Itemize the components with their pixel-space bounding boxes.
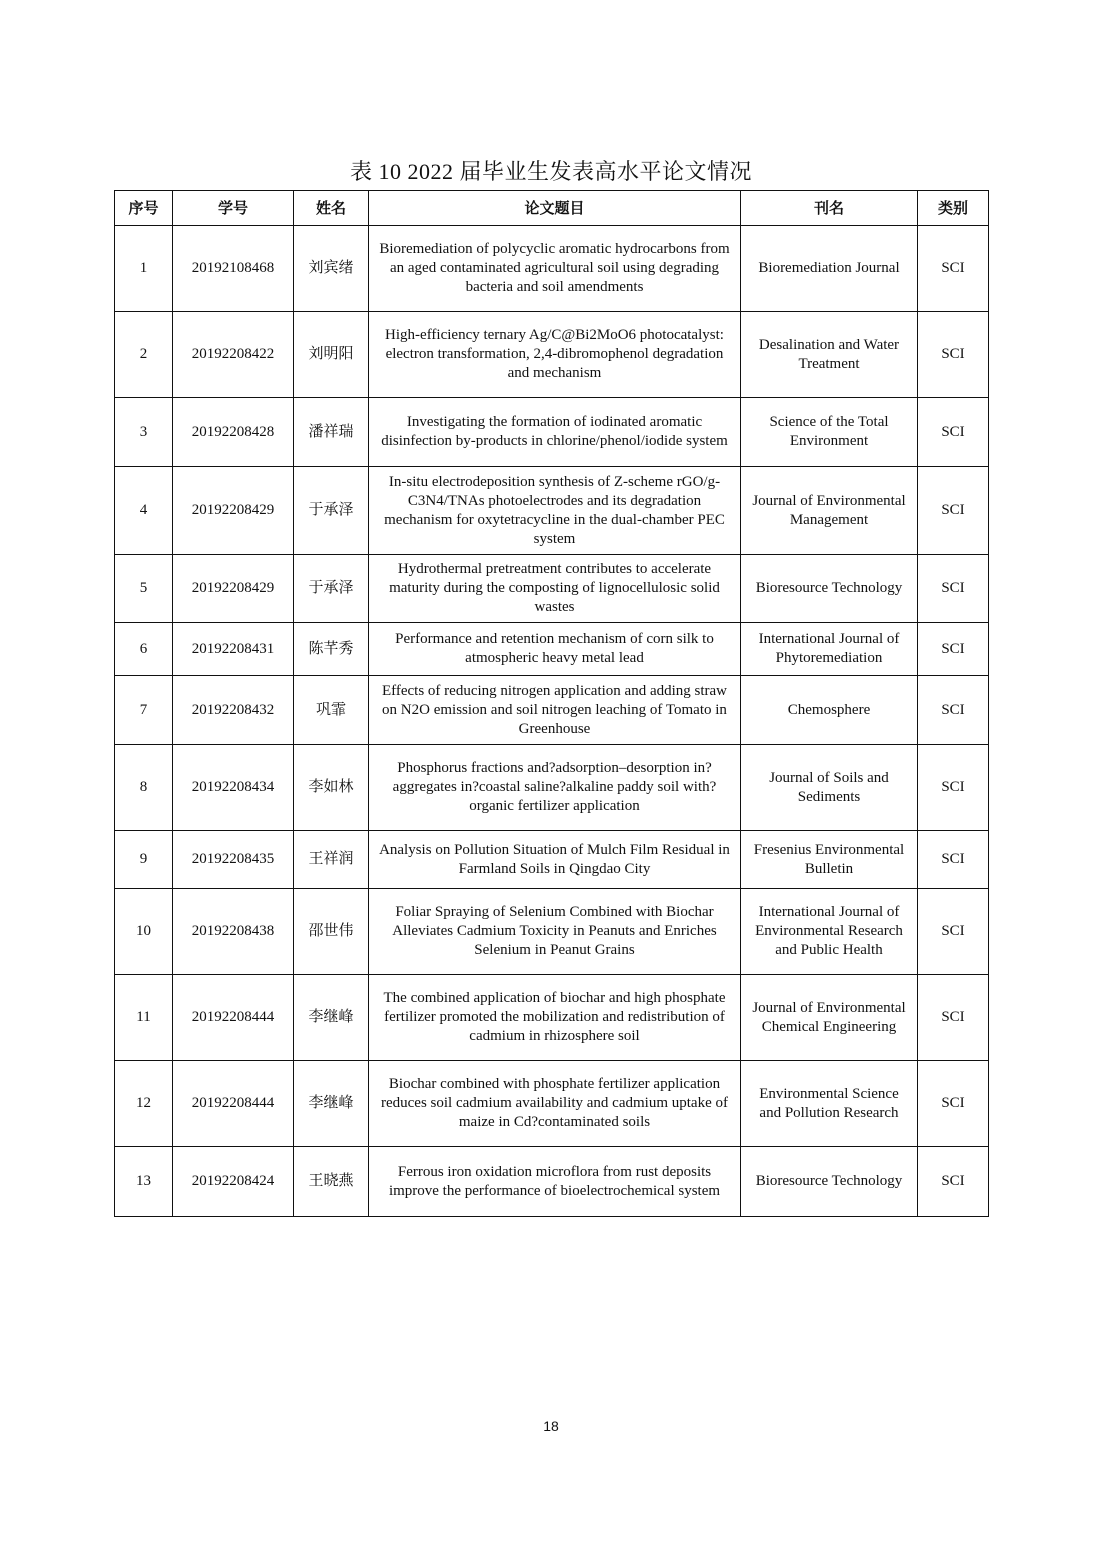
cell-name: 李如林 [294,745,369,831]
cell-category: SCI [918,889,989,975]
cell-no: 3 [115,398,173,467]
cell-journal: Chemosphere [741,676,918,745]
table-row [115,555,989,623]
cell-student-id: 20192208431 [173,623,294,676]
cell-student-id: 20192108468 [173,226,294,312]
header-student-id: 学号 [173,191,294,226]
papers-table [114,190,989,1217]
cell-name: 于承泽 [294,467,369,555]
cell-name: 邵世伟 [294,889,369,975]
cell-name: 王晓燕 [294,1147,369,1217]
table-row [115,831,989,889]
cell-no: 4 [115,467,173,555]
cell-no: 10 [115,889,173,975]
page-number: 18 [543,1418,559,1434]
cell-student-id: 20192208422 [173,312,294,398]
cell-journal: Journal of Soils and Sediments [741,745,918,831]
table-row [115,889,989,975]
header-category: 类别 [918,191,989,226]
cell-no: 1 [115,226,173,312]
table-row [115,975,989,1061]
cell-student-id: 20192208434 [173,745,294,831]
cell-student-id: 20192208429 [173,555,294,623]
cell-student-id: 20192208444 [173,975,294,1061]
cell-journal: Bioremediation Journal [741,226,918,312]
cell-journal: Science of the Total Environment [741,398,918,467]
table-row [115,1061,989,1147]
cell-category: SCI [918,1061,989,1147]
table-row [115,226,989,312]
cell-journal: Fresenius Environmental Bulletin [741,831,918,889]
cell-paper-title: The combined application of biochar and high phosphate fertilizer promoted the mobilization and redistribution of cadmium in rhizosphere soil [369,975,741,1061]
cell-category: SCI [918,312,989,398]
cell-name: 刘明阳 [294,312,369,398]
cell-journal: International Journal of Phytoremediation [741,623,918,676]
cell-category: SCI [918,555,989,623]
cell-paper-title: In-situ electrodeposition synthesis of Z-scheme rGO/g-C3N4/TNAs photoelectrodes and its degradation mechanism for oxytetracycline in the dual-chamber PEC system [369,467,741,555]
table-row [115,398,989,467]
table-row [115,745,989,831]
header-no: 序号 [115,191,173,226]
cell-paper-title: Ferrous iron oxidation microflora from rust deposits improve the performance of bioelectrochemical system [369,1147,741,1217]
cell-name: 李继峰 [294,1061,369,1147]
cell-journal: Environmental Science and Pollution Research [741,1061,918,1147]
table-title: 表 10 2022 届毕业生发表高水平论文情况 [349,159,752,184]
cell-paper-title: Analysis on Pollution Situation of Mulch Film Residual in Farmland Soils in Qingdao City [369,831,741,889]
table-row [115,623,989,676]
cell-name: 于承泽 [294,555,369,623]
cell-paper-title: Performance and retention mechanism of corn silk to atmospheric heavy metal lead [369,623,741,676]
cell-name: 巩霏 [294,676,369,745]
cell-student-id: 20192208438 [173,889,294,975]
cell-category: SCI [918,398,989,467]
cell-paper-title: Phosphorus fractions and?adsorption–desorption in?aggregates in?coastal saline?alkaline paddy soil with?organic fertilizer application [369,745,741,831]
cell-name: 刘宾绪 [294,226,369,312]
table-row [115,467,989,555]
cell-category: SCI [918,226,989,312]
cell-journal: International Journal of Environmental Research and Public Health [741,889,918,975]
cell-no: 13 [115,1147,173,1217]
table-row [115,312,989,398]
cell-no: 11 [115,975,173,1061]
cell-journal: Bioresource Technology [741,1147,918,1217]
cell-paper-title: Effects of reducing nitrogen application and adding straw on N2O emission and soil nitrogen leaching of Tomato in Greenhouse [369,676,741,745]
cell-student-id: 20192208432 [173,676,294,745]
cell-category: SCI [918,1147,989,1217]
cell-journal: Desalination and Water Treatment [741,312,918,398]
cell-category: SCI [918,623,989,676]
cell-paper-title: Biochar combined with phosphate fertilizer application reduces soil cadmium availability and cadmium uptake of maize in Cd?contaminated soils [369,1061,741,1147]
cell-no: 7 [115,676,173,745]
cell-name: 李继峰 [294,975,369,1061]
cell-no: 9 [115,831,173,889]
cell-student-id: 20192208428 [173,398,294,467]
cell-paper-title: Investigating the formation of iodinated aromatic disinfection by-products in chlorine/phenol/iodide system [369,398,741,467]
cell-no: 2 [115,312,173,398]
cell-category: SCI [918,467,989,555]
cell-student-id: 20192208424 [173,1147,294,1217]
cell-category: SCI [918,831,989,889]
cell-paper-title: Hydrothermal pretreatment contributes to accelerate maturity during the composting of lignocellulosic solid wastes [369,555,741,623]
table-row [115,1147,989,1217]
cell-no: 12 [115,1061,173,1147]
cell-name: 王祥润 [294,831,369,889]
cell-journal: Journal of Environmental Management [741,467,918,555]
header-journal: 刊名 [741,191,918,226]
cell-name: 潘祥瑞 [294,398,369,467]
cell-paper-title: High-efficiency ternary Ag/C@Bi2MoO6 photocatalyst: electron transformation, 2,4-dibromophenol degradation and mechanism [369,312,741,398]
header-paper-title: 论文题目 [369,191,741,226]
cell-student-id: 20192208435 [173,831,294,889]
cell-category: SCI [918,745,989,831]
cell-journal: Bioresource Technology [741,555,918,623]
cell-paper-title: Bioremediation of polycyclic aromatic hydrocarbons from an aged contaminated agricultural soil using degrading bacteria and soil amendments [369,226,741,312]
cell-category: SCI [918,975,989,1061]
cell-no: 5 [115,555,173,623]
cell-category: SCI [918,676,989,745]
table-header-row [115,191,989,226]
cell-name: 陈芊秀 [294,623,369,676]
header-name: 姓名 [294,191,369,226]
cell-no: 6 [115,623,173,676]
table-row [115,676,989,745]
cell-student-id: 20192208444 [173,1061,294,1147]
cell-paper-title: Foliar Spraying of Selenium Combined with Biochar Alleviates Cadmium Toxicity in Peanuts and Enriches Selenium in Peanut Grains [369,889,741,975]
cell-journal: Journal of Environmental Chemical Engineering [741,975,918,1061]
cell-student-id: 20192208429 [173,467,294,555]
cell-no: 8 [115,745,173,831]
